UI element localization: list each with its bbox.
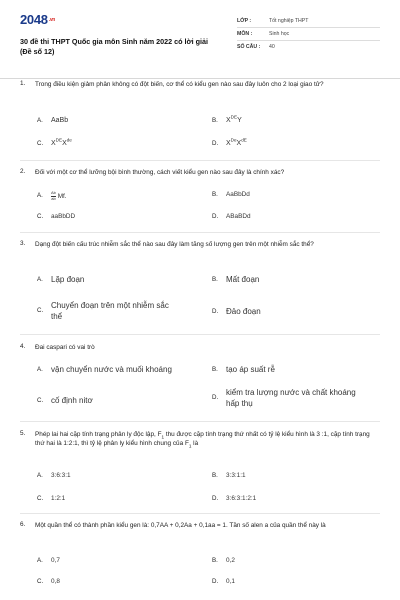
option-label: C. <box>37 578 44 586</box>
question-number: 3. <box>20 240 26 247</box>
meta-row-count <box>237 41 380 54</box>
option-text <box>51 300 169 322</box>
logo-suffix: .vn <box>48 17 56 24</box>
option-label: C. <box>37 495 44 503</box>
option-text: 3:6:3:1 <box>51 472 71 479</box>
question-text-part: thu được cặp tính trạng thứ nhất có tỷ lệ kiểu hình là 3 :1, cặp tính trạng thứ hai là 1:2:1, thì tỷ lệ phân ly kiểu hình chung của F <box>35 431 370 448</box>
option-text: 3:3:1:1 <box>226 472 246 479</box>
genotype-sup: DE <box>230 114 238 120</box>
question-divider <box>20 513 380 514</box>
question-3 <box>20 240 380 249</box>
subscript: 1 <box>188 443 192 449</box>
option-text: cố định nitơ <box>51 396 93 405</box>
genotype-sup-2: de <box>66 137 72 143</box>
option-label: B. <box>212 275 218 283</box>
genotype-rest: Mf. <box>57 192 67 200</box>
genotype-sup: De <box>230 137 237 143</box>
option-3a[interactable] <box>37 274 84 285</box>
header-divider <box>0 78 400 79</box>
option-6b[interactable] <box>212 557 235 565</box>
question-4 <box>20 343 380 352</box>
genotype-base: X <box>51 140 56 147</box>
option-4a[interactable] <box>37 364 172 375</box>
option-5c[interactable] <box>37 495 65 503</box>
question-divider <box>20 232 380 233</box>
option-label: B. <box>212 557 218 565</box>
fraction-top: Ab <box>51 190 56 195</box>
option-6c[interactable] <box>37 578 60 586</box>
option-4d[interactable] <box>212 387 356 409</box>
option-label: A. <box>37 192 43 200</box>
genotype-mid: X <box>236 140 242 147</box>
meta-label: SỐ CÂU : <box>237 44 261 51</box>
option-label: A. <box>37 472 43 480</box>
question-divider <box>20 421 380 422</box>
option-2b[interactable] <box>212 191 250 199</box>
option-text: ABaBDd <box>226 213 251 220</box>
question-text: Trong điều kiện giảm phân không có đột biến, cơ thể có kiểu gen nào sau đây luôn cho 2 loại giao tử? <box>35 81 324 88</box>
genotype-mid: X <box>62 140 67 147</box>
question-text: Dạng đột biến cấu trúc nhiễm sắc thể nào sau đây làm tăng số lượng gen trên một nhiễm sắc thể? <box>35 241 314 248</box>
option-4c[interactable] <box>37 395 93 406</box>
question-text-part: Phép lai hai cặp tính trạng phân ly độc lập, F <box>35 431 162 438</box>
option-6d[interactable] <box>212 578 235 586</box>
option-label: D. <box>212 139 219 147</box>
question-1 <box>20 80 380 89</box>
question-number: 5. <box>20 430 26 437</box>
question-number: 4. <box>20 343 26 350</box>
option-label: A. <box>37 365 43 373</box>
option-label: A. <box>37 275 43 283</box>
fraction-bottom: ab <box>51 195 56 201</box>
option-label: C. <box>37 307 44 315</box>
option-text <box>226 387 356 409</box>
option-label: D. <box>212 495 219 503</box>
option-3d[interactable] <box>212 306 261 317</box>
genotype-after: Y <box>237 117 242 124</box>
meta-table <box>237 15 380 72</box>
option-text: aaBbDD <box>51 213 76 220</box>
option-label: B. <box>212 365 218 373</box>
option-label: C. <box>37 213 44 221</box>
option-label: D. <box>212 213 219 221</box>
option-text: AaBb <box>51 117 69 124</box>
option-label: B. <box>212 116 218 124</box>
question-6 <box>20 521 380 530</box>
option-2a[interactable] <box>37 191 67 201</box>
option-label: C. <box>37 396 44 404</box>
meta-value: 40 <box>269 44 275 51</box>
meta-label: MÔN : <box>237 30 253 37</box>
option-1b[interactable] <box>212 116 242 125</box>
question-5 <box>20 430 380 449</box>
option-text: Lặp đoạn <box>51 275 85 284</box>
option-text: tạo áp suất rễ <box>226 365 275 374</box>
option-label: A. <box>37 116 43 124</box>
question-divider <box>20 334 380 335</box>
meta-row-class <box>237 15 380 28</box>
option-text: 0,1 <box>226 578 235 585</box>
option-5a[interactable] <box>37 472 71 480</box>
option-text-line-2: hấp thụ <box>226 399 253 409</box>
option-text <box>226 116 242 125</box>
option-label: B. <box>212 191 218 199</box>
document-header <box>20 10 380 72</box>
question-2 <box>20 168 380 177</box>
meta-value: Sinh học <box>269 30 290 37</box>
question-divider <box>20 160 380 161</box>
option-2c[interactable] <box>37 213 75 221</box>
question-text-part: là <box>191 440 199 448</box>
meta-value: Tốt nghiệp THPT <box>269 17 309 24</box>
option-1d[interactable] <box>212 139 247 148</box>
genotype-base: X <box>226 117 231 124</box>
option-label: C. <box>37 139 44 147</box>
option-label: D. <box>212 578 219 586</box>
option-label: A. <box>37 557 43 565</box>
option-text: 1:2:1 <box>51 495 66 502</box>
option-label: B. <box>212 472 218 480</box>
meta-label: LỚP : <box>237 17 252 24</box>
genotype-base: X <box>226 140 231 147</box>
option-text <box>226 139 247 148</box>
option-6a[interactable] <box>37 557 60 565</box>
option-label: D. <box>212 394 219 402</box>
genotype-sup-2: dE <box>241 137 247 143</box>
logo-text: 2048 <box>20 12 48 27</box>
option-text-line-2: thể <box>51 312 63 322</box>
option-text-line-1: Chuyển đoạn trên một nhiễm sắc <box>51 301 169 310</box>
option-text: AaBbDd <box>226 191 250 198</box>
question-text <box>35 430 380 449</box>
option-text: 3:6:3:1:2:1 <box>226 495 257 502</box>
title-line-1: 30 đề thi THPT Quốc gia môn Sinh năm 2022 có lời giải <box>20 36 209 46</box>
question-number: 2. <box>20 168 26 175</box>
option-3c[interactable] <box>37 300 169 322</box>
header-left <box>20 10 230 72</box>
site-logo[interactable] <box>20 12 230 29</box>
document-title <box>20 37 230 56</box>
question-text: Đai caspari có vai trò <box>35 344 95 351</box>
option-1a[interactable] <box>37 116 68 125</box>
meta-row-subject <box>237 28 380 41</box>
option-text: 0,2 <box>226 557 235 564</box>
genotype-fraction <box>51 191 56 201</box>
question-text: Một quần thể có thành phần kiểu gen là: 0,7AA + 0,2Aa + 0,1aa = 1. Tần số alen a của quần thể này là <box>35 522 326 529</box>
option-label: D. <box>212 307 219 315</box>
question-number: 6. <box>20 521 26 528</box>
option-text: 0,7 <box>51 557 60 564</box>
option-text <box>51 139 72 148</box>
option-5b[interactable] <box>212 472 246 480</box>
title-line-2: (Đề số 12) <box>20 46 55 56</box>
option-5d[interactable] <box>212 495 256 503</box>
question-text: Đối với một cơ thể lưỡng bội bình thường, cách viết kiểu gen nào sau đây là chính xác? <box>35 169 285 176</box>
option-4b[interactable] <box>212 364 275 375</box>
genotype-sup: DE <box>55 137 63 143</box>
question-number: 1. <box>20 80 26 87</box>
option-text-line-1: kiểm tra lượng nước và chất khoáng <box>226 388 356 397</box>
subscript: 1 <box>161 434 165 440</box>
option-text: Mất đoạn <box>226 275 260 284</box>
option-2d[interactable] <box>212 213 251 221</box>
option-text <box>51 191 67 201</box>
option-text: Đảo đoạn <box>226 307 261 316</box>
option-3b[interactable] <box>212 274 259 285</box>
option-1c[interactable] <box>37 139 72 148</box>
option-text: 0,8 <box>51 578 60 585</box>
option-text: vận chuyển nước và muối khoáng <box>51 365 172 374</box>
